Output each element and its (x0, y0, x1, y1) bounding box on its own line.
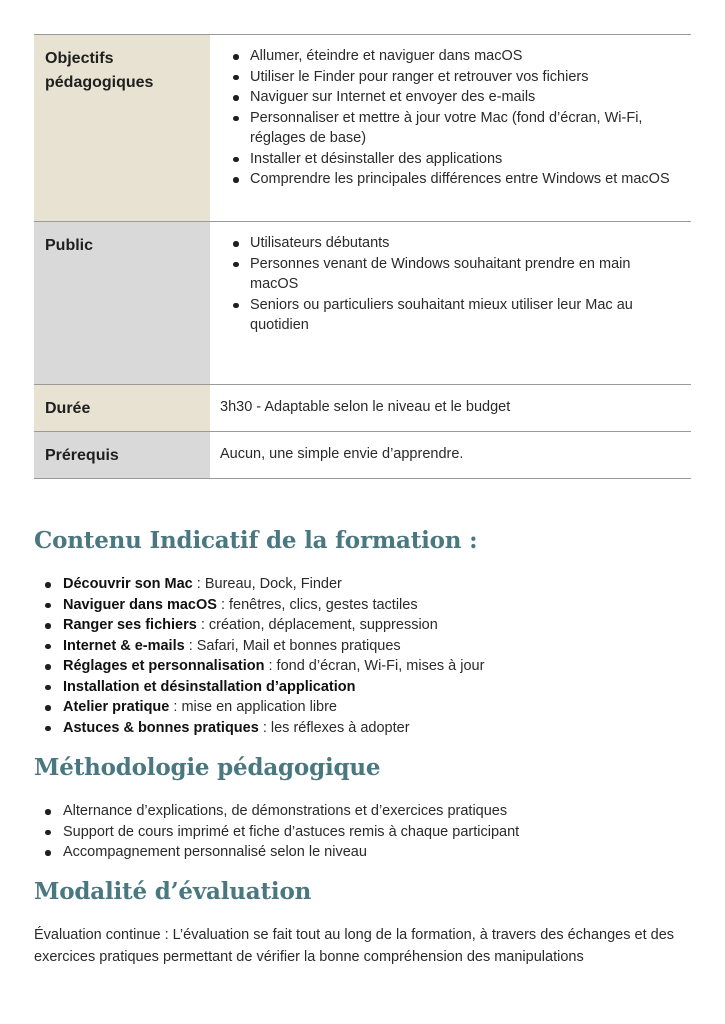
list-item: Personnaliser et mettre à jour votre Mac (fond d’écran, Wi-Fi, réglages de base) (250, 108, 681, 149)
list-item: Utilisateurs débutants (250, 233, 681, 254)
item-title: Naviguer dans macOS (63, 596, 217, 613)
list-item (63, 636, 484, 657)
public-list (220, 233, 681, 336)
item-detail: : création, déplacement, suppression (196, 617, 438, 633)
item-detail: : les réflexes à adopter (258, 719, 410, 736)
item-title: Installation et désinstallation d’application (63, 678, 356, 695)
list-item: Naviguer sur Internet et envoyer des e-mails (250, 87, 681, 108)
list-item: Utiliser le Finder pour ranger et retrouver vos fichiers (250, 67, 681, 88)
item-detail: : mise en application libre (169, 699, 338, 715)
list-item (63, 718, 484, 739)
list-item: Accompagnement personnalisé selon le niveau (63, 842, 519, 863)
info-table (34, 34, 691, 479)
table-row-objectifs (34, 35, 691, 222)
section-heading-contenu: Contenu Indicatif de la formation : (34, 527, 478, 554)
row-label: Objectifs pédagogiques (34, 35, 210, 221)
list-item (63, 615, 484, 636)
list-item (63, 677, 484, 698)
section-heading-methodologie: Méthodologie pédagogique (34, 754, 381, 781)
table-row-duree (34, 385, 691, 432)
item-title: Atelier pratique (63, 699, 170, 715)
list-item: Comprendre les principales différences entre Windows et macOS (250, 169, 681, 190)
methodologie-list (34, 801, 519, 863)
row-value (210, 35, 691, 221)
list-item: Allumer, éteindre et naviguer dans macOS (250, 46, 681, 67)
list-item: Installer et désinstaller des applications (250, 149, 681, 170)
row-label: Public (34, 222, 210, 384)
item-detail: : fenêtres, clics, gestes tactiles (216, 596, 418, 613)
section-heading-modalite: Modalité d’évaluation (34, 878, 312, 905)
row-value (210, 222, 691, 384)
evaluation-paragraph: Évaluation continue : L’évaluation se fait tout au long de la formation, à travers des échanges et des exercices pratiques permettant de vérifier la bonne compréhension des manipulations (34, 927, 675, 965)
item-detail: : Bureau, Dock, Finder (192, 576, 342, 592)
objectifs-list (220, 46, 681, 190)
list-item (63, 656, 484, 677)
list-item (63, 595, 484, 616)
table-row-prerequis (34, 432, 691, 479)
contenu-list (34, 574, 484, 738)
item-title: Réglages et personnalisation (63, 658, 265, 674)
item-title: Astuces & bonnes pratiques (63, 719, 259, 736)
list-item (63, 574, 484, 595)
row-value: 3h30 - Adaptable selon le niveau et le budget (220, 399, 511, 415)
item-title: Découvrir son Mac (63, 576, 193, 592)
row-label: Durée (34, 385, 210, 431)
item-title: Ranger ses fichiers (63, 617, 197, 633)
list-item: Seniors ou particuliers souhaitant mieux utiliser leur Mac au quotidien (250, 295, 681, 336)
list-item: Alternance d’explications, de démonstrations et d’exercices pratiques (63, 801, 519, 822)
list-item (63, 697, 484, 718)
item-detail: : Safari, Mail et bonnes pratiques (184, 637, 401, 654)
item-detail: : fond d’écran, Wi-Fi, mises à jour (264, 658, 485, 674)
list-item: Personnes venant de Windows souhaitant prendre en main macOS (250, 254, 681, 295)
table-row-public (34, 222, 691, 385)
item-title: Internet & e-mails (63, 637, 185, 654)
row-label: Prérequis (34, 432, 210, 478)
row-value: Aucun, une simple envie d’apprendre. (220, 446, 464, 462)
list-item: Support de cours imprimé et fiche d’astuces remis à chaque participant (63, 822, 519, 843)
